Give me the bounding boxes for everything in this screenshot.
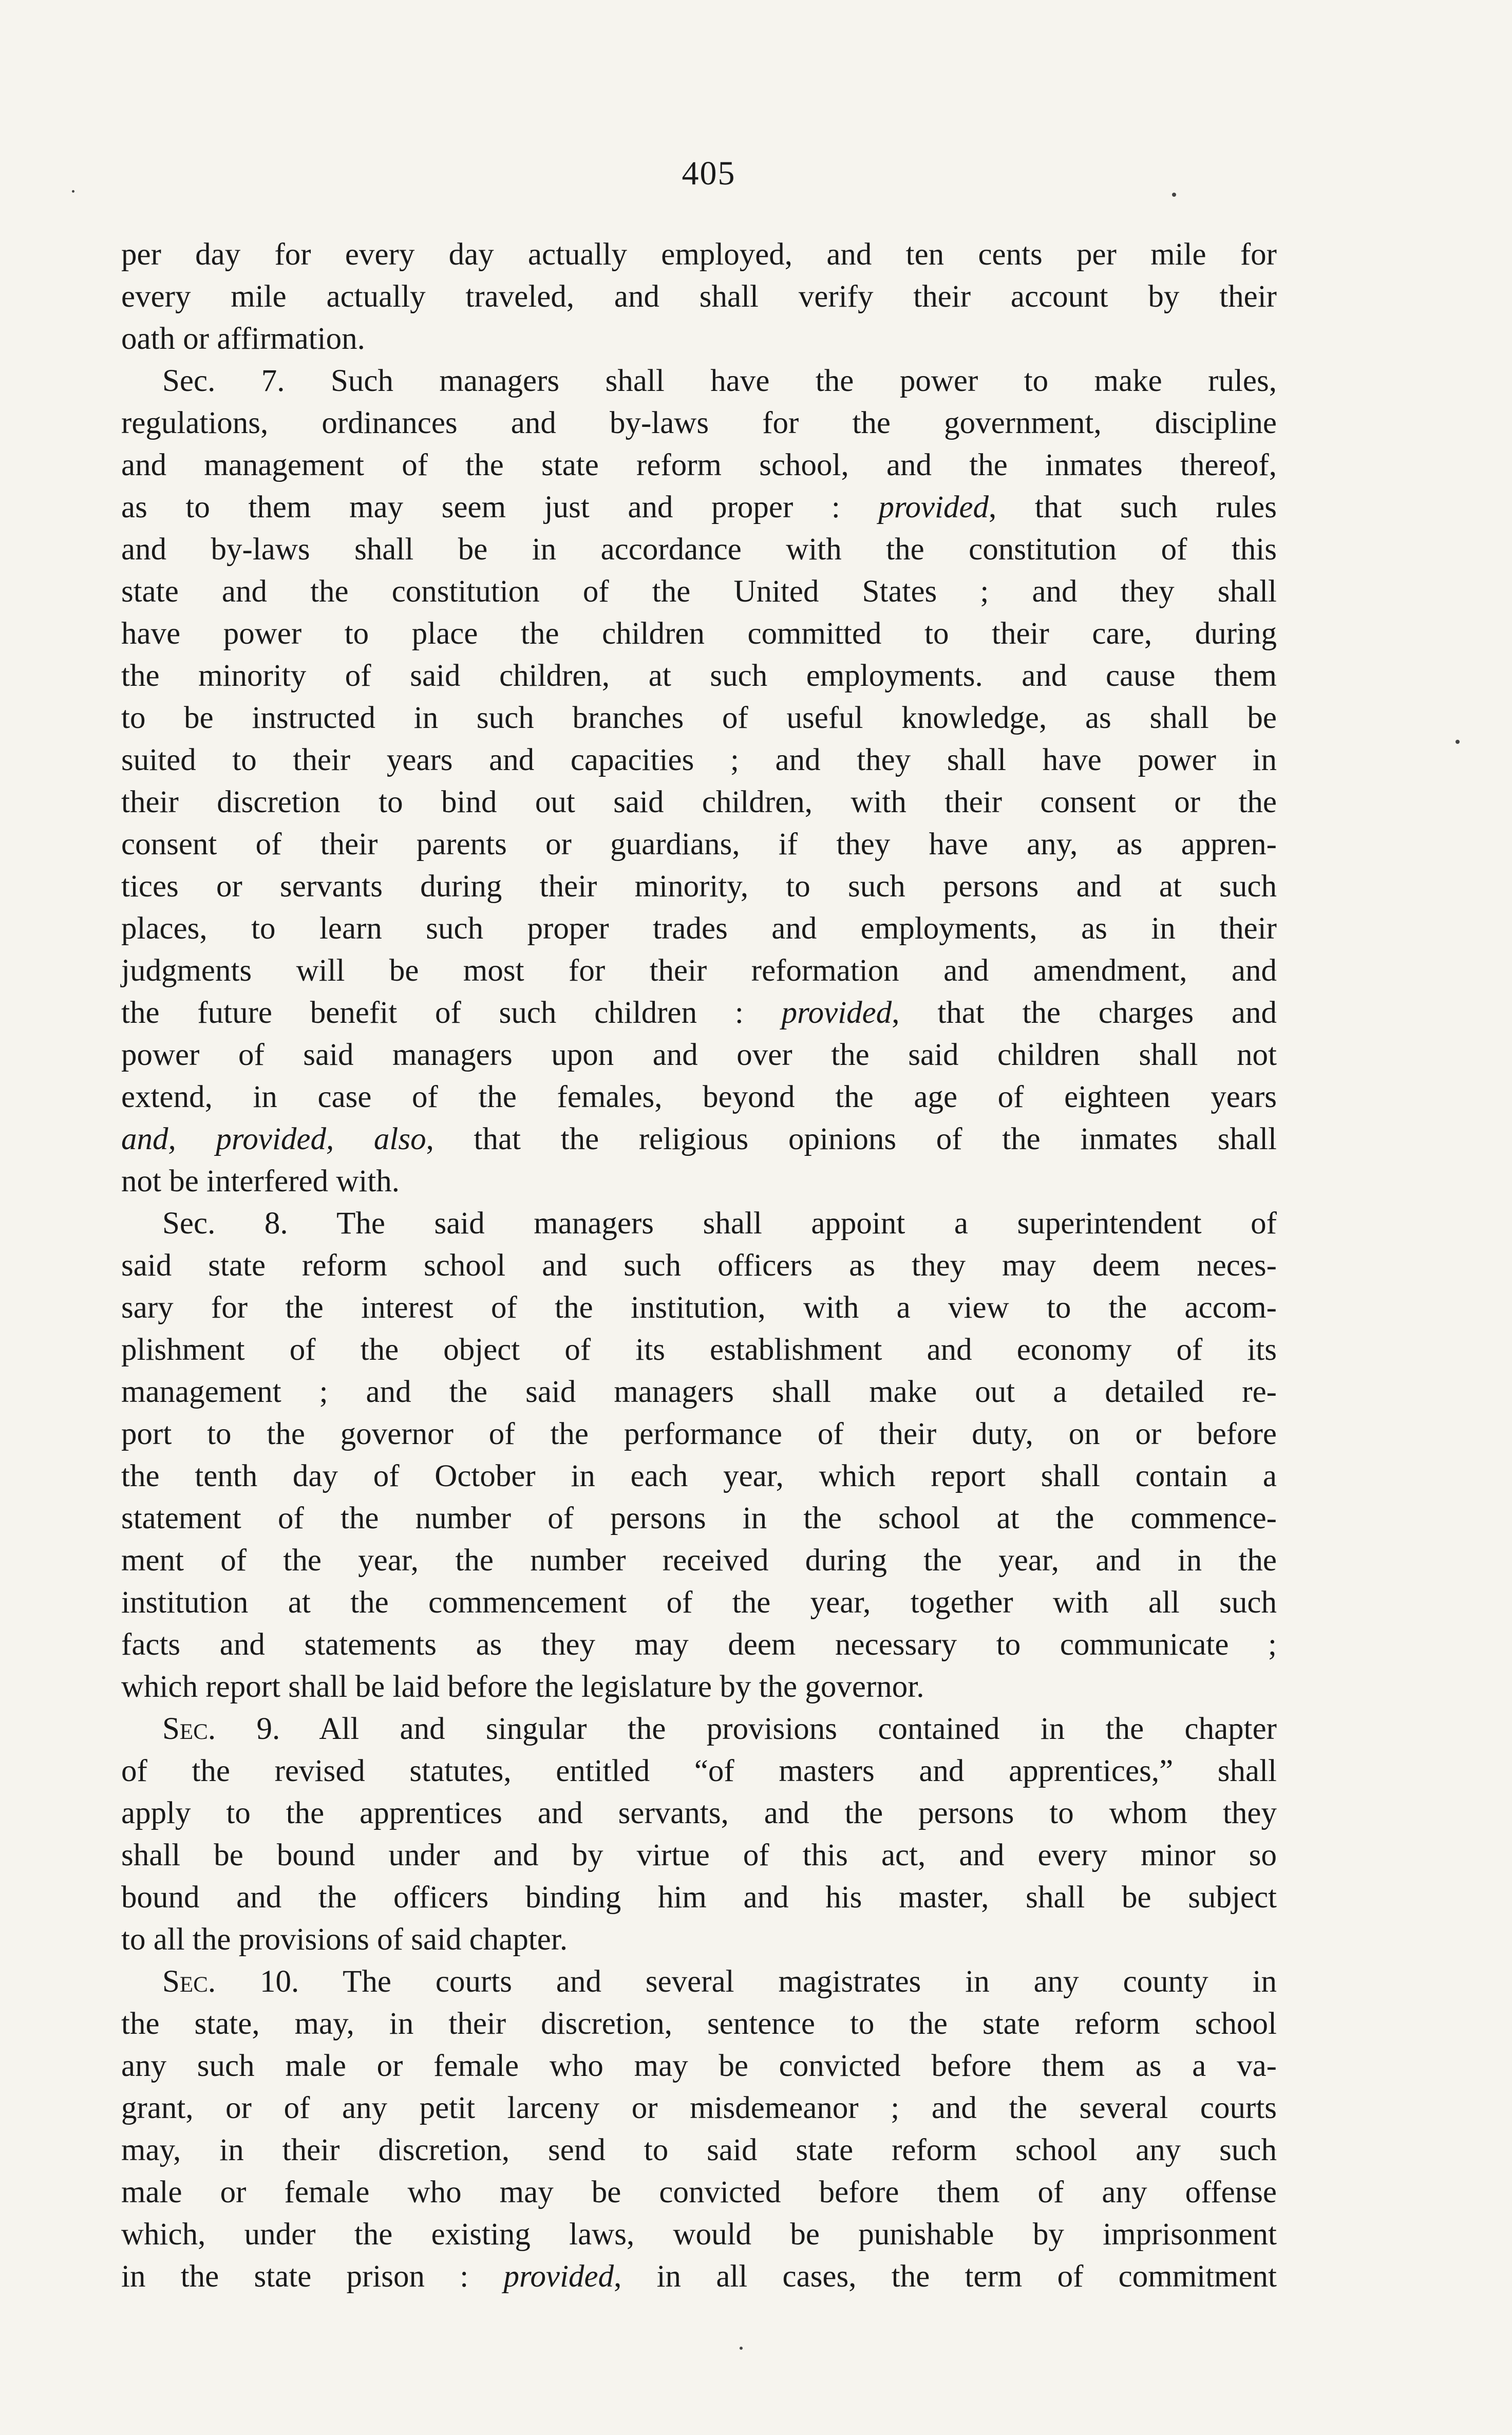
line-text: bound and the officers binding him and his master, shall be subject [121,1880,1277,1915]
text-line [121,823,1277,866]
line-text: plishment of the object of its establishment and economy of its [121,1333,1277,1367]
text-line [121,2045,1277,2087]
line-text: sary for the interest of the institution, with a view to the accom- [121,1290,1277,1325]
text-line [121,529,1277,571]
line-text: their discretion to bind out said children, with their consent or the [121,785,1277,819]
text-line [121,2171,1277,2214]
section-label: Sec. [162,1964,216,1999]
text-line [121,276,1277,318]
text-line [121,655,1277,697]
line-text: state and the constitution of the United States ; and they shall [121,574,1277,609]
text-line [121,1160,1277,1203]
text-line [121,1413,1277,1455]
line-text: every mile actually traveled, and shall verify their account by their [121,279,1277,314]
text-line [121,360,1277,402]
text-line [121,1455,1277,1497]
text-line [121,908,1277,950]
text-line [121,2087,1277,2129]
text-line [121,2256,1277,2298]
line-text: have power to place the children committed to their care, during [121,616,1277,651]
line-text: apply to the apprentices and servants, and the persons to whom they [121,1796,1277,1830]
text-line [121,2214,1277,2256]
line-text: suited to their years and capacities ; and they shall have power in [121,743,1277,777]
print-speck [72,190,74,193]
line-text: not be interfered with. [121,1164,400,1198]
line-text: and by-laws shall be in accordance with the constitution of this [121,532,1277,567]
line-text: per day for every day actually employed, and ten cents per mile for [121,237,1277,272]
text-line [121,1961,1277,2003]
text-line [121,1877,1277,1919]
line-text: oath or affirmation. [121,322,365,356]
line-text: as to them may seem just and proper : [121,490,879,525]
text-line [121,1624,1277,1666]
line-text: the state, may, in their discretion, sentence to the state reform school [121,2007,1277,2041]
line-text: statement of the number of persons in the school at the commence- [121,1501,1277,1535]
line-text: 10. The courts and several magistrates in any county in [216,1964,1277,1999]
text-line [121,613,1277,655]
line-text: which, under the existing laws, would be punishable by imprisonment [121,2217,1277,2252]
text-line [121,1834,1277,1877]
line-text: 9. All and singular the provisions contained in the chapter [216,1712,1277,1746]
line-text: to be instructed in such branches of useful knowledge, as shall be [121,701,1277,735]
italic-text: provided [781,996,892,1030]
text-line [121,2129,1277,2171]
line-text-after: , that such rules [989,490,1277,525]
body-text [121,234,1277,2298]
text-line [121,1329,1277,1371]
text-line [121,318,1277,360]
line-text: ment of the year, the number received during the year, and in the [121,1543,1277,1578]
line-text: shall be bound under and by virtue of this act, and every minor so [121,1838,1277,1872]
text-line [121,1919,1277,1961]
text-line [121,1203,1277,1245]
line-text: male or female who may be convicted before them of any offense [121,2175,1277,2209]
line-text: in the state prison : [121,2259,504,2294]
line-text: the future benefit of such children : [121,996,782,1030]
text-line [121,1287,1277,1329]
text-line [121,1245,1277,1287]
line-text: grant, or of any petit larceny or misdemeanor ; and the several courts [121,2091,1277,2125]
line-text: facts and statements as they may deem necessary to communicate ; [121,1627,1277,1662]
line-text: the tenth day of October in each year, which report shall contain a [121,1459,1277,1493]
text-line [121,1497,1277,1540]
line-text: and management of the state reform school, and the inmates thereof, [121,448,1277,482]
line-text: the minority of said children, at such employments. and cause them [121,659,1277,693]
text-line [121,1076,1277,1118]
text-line [121,1034,1277,1076]
text-line [121,697,1277,739]
line-text: of the revised statutes, entitled “of masters and apprentices,” shall [121,1754,1277,1788]
line-text: institution at the commencement of the year, together with all such [121,1585,1277,1620]
section-label: Sec. [162,1712,216,1746]
line-text: may, in their discretion, send to said state reform school any such [121,2133,1277,2167]
print-speck [1172,193,1176,197]
line-text: places, to learn such proper trades and employments, as in their [121,911,1277,946]
text-line [121,444,1277,486]
line-text: which report shall be laid before the legislature by the governor. [121,1670,924,1704]
line-text: said state reform school and such officers as they may deem neces- [121,1248,1277,1283]
text-line [121,1118,1277,1160]
line-text: Sec. 7. Such managers shall have the power to make rules, [162,364,1277,398]
line-text: consent of their parents or guardians, if they have any, as appren- [121,827,1277,861]
text-line [121,2003,1277,2045]
text-line [121,571,1277,613]
page-number: 405 [682,155,736,192]
line-text: any such male or female who may be convicted before them as a va- [121,2049,1277,2083]
text-line [121,1708,1277,1750]
line-text: Sec. 8. The said managers shall appoint a superintendent of [162,1206,1277,1241]
text-line [121,992,1277,1034]
line-text: power of said managers upon and over the said children shall not [121,1038,1277,1072]
line-text-after: , that the religious opinions of the inmates shall [426,1122,1277,1156]
text-line [121,402,1277,444]
line-text: regulations, ordinances and by-laws for the government, discipline [121,406,1277,440]
text-line [121,1371,1277,1413]
text-line [121,234,1277,276]
text-line [121,781,1277,823]
italic-text: provided [878,490,989,525]
text-line [121,1792,1277,1834]
text-line [121,1666,1277,1708]
line-text: to all the provisions of said chapter. [121,1922,568,1957]
italic-text: provided [503,2259,614,2294]
text-line [121,1582,1277,1624]
line-text: tices or servants during their minority, to such persons and at such [121,869,1277,904]
text-line [121,866,1277,908]
print-speck [1456,740,1460,744]
line-text-after: , in all cases, the term of commitment [614,2259,1277,2294]
text-line [121,486,1277,529]
text-line [121,739,1277,781]
line-text: extend, in case of the females, beyond the age of eighteen years [121,1080,1277,1114]
line-text: management ; and the said managers shall make out a detailed re- [121,1375,1277,1409]
line-text-after: , that the charges and [892,996,1277,1030]
print-speck [740,2347,743,2350]
text-line [121,1540,1277,1582]
text-line [121,1750,1277,1792]
line-text: port to the governor of the performance of their duty, on or before [121,1417,1277,1451]
line-text: judgments will be most for their reformation and amendment, and [121,953,1277,988]
text-line [121,950,1277,992]
italic-text: and, provided, also [121,1122,426,1156]
